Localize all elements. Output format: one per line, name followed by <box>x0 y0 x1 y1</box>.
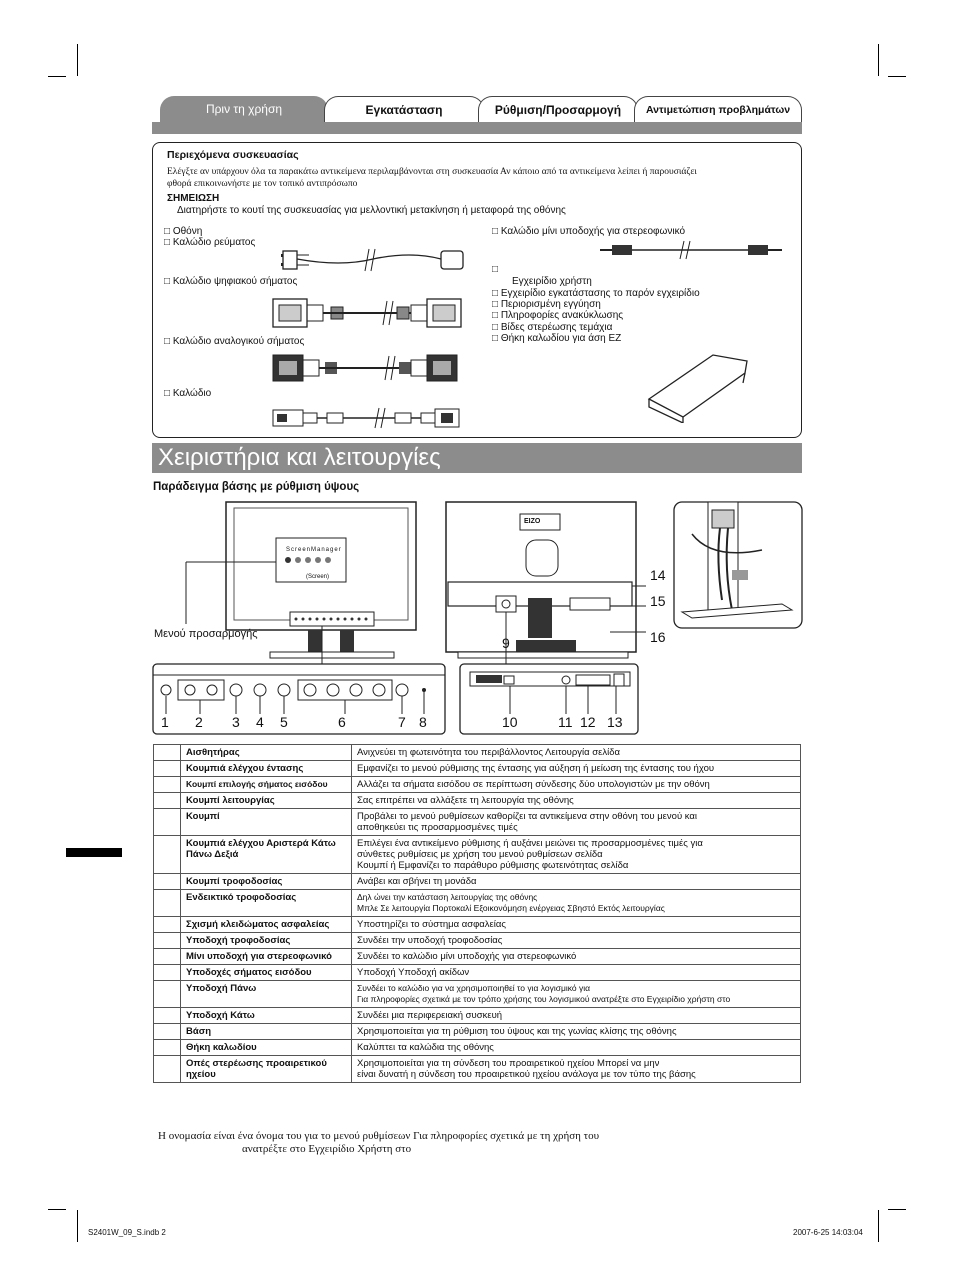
item-usb-cable: □ Καλώδιο <box>164 388 212 399</box>
note-title: ΣΗΜΕΙΩΣΗ <box>167 193 220 204</box>
row-name: Θήκη καλωδίου <box>181 1040 352 1056</box>
front-number-2: 2 <box>195 714 203 730</box>
row-description-line: Μπλε Σε λειτουργία Πορτοκαλί Εξοικονόμηση ενέργειας Σβηστό Εκτός λειτουργίας <box>357 903 665 913</box>
table-row <box>154 745 801 761</box>
stand-title: Παράδειγμα βάσης με ρύθμιση ύψους <box>153 481 360 493</box>
package-intro-1: Ελέγξτε αν υπάρχουν όλα τα παρακάτω αντικείμενα περιλαμβάνονται στη συσκευασία Αν κάποιο από τα αντικείμενα λείπει ή παρουσιάζει <box>167 167 697 177</box>
item-setup-guide: □ Εγχειρίδιο εγκατάστασης το παρόν εγχειρίδιο <box>492 288 700 299</box>
table-row <box>154 949 801 965</box>
item-screws: □ Βίδες στερέωσης τεμάχια <box>492 322 613 333</box>
row-description <box>352 965 801 981</box>
back-number-16: 16 <box>650 629 666 645</box>
back-number-15: 15 <box>650 593 666 609</box>
tab-before-use[interactable]: Πριν τη χρήση <box>160 96 328 122</box>
row-name: Υποδοχή Πάνω <box>181 981 352 1008</box>
section-title: Χειριστήρια και λειτουργίες <box>152 443 802 473</box>
table-row <box>154 777 801 793</box>
row-number-cell <box>154 949 181 965</box>
back-number-10: 10 <box>502 714 518 730</box>
row-name: Κουμπιά ελέγχου Αριστερά Κάτω Πάνω Δεξιά <box>181 836 352 874</box>
row-name: Κουμπί <box>181 809 352 836</box>
item-stereo-cable: □ Καλώδιο μίνι υποδοχής για στερεοφωνικό <box>492 226 686 237</box>
front-number-8: 8 <box>419 714 427 730</box>
item-recycling: □ Πληροφορίες ανακύκλωσης <box>492 310 624 321</box>
crop-mark <box>77 44 78 76</box>
row-description <box>352 917 801 933</box>
footer-file: S2401W_09_S.indb 2 <box>88 1228 166 1237</box>
table-row <box>154 1024 801 1040</box>
row-number-cell <box>154 1056 181 1083</box>
row-description-line: Εμφανίζει το μενού ρύθμισης της έντασης για αύξηση ή μείωση της έντασης του ήχου <box>357 763 715 774</box>
front-number-1: 1 <box>161 714 169 730</box>
row-number-cell <box>154 933 181 949</box>
menu-label: Μενού προσαρμογής <box>154 628 258 640</box>
row-number-cell <box>154 981 181 1008</box>
tab-bar <box>152 96 802 134</box>
row-number-cell <box>154 761 181 777</box>
front-number-3: 3 <box>232 714 240 730</box>
item-user-manual: Εγχειρίδιο χρήστη <box>512 276 592 287</box>
row-name: Κουμπί λειτουργίας <box>181 793 352 809</box>
crop-mark <box>878 1210 879 1242</box>
row-description-line: Ανιχνεύει τη φωτεινότητα του περιβάλλοντος Λειτουργία σελίδα <box>357 747 620 758</box>
row-name: Κουμπί τροφοδοσίας <box>181 874 352 890</box>
row-description-line: Δηλ ώνει την κατάσταση λειτουργίας της οθόνης <box>357 892 538 902</box>
row-description-line: Καλύπτει τα καλώδια της οθόνης <box>357 1042 494 1053</box>
cable-holder-illustration <box>643 343 753 423</box>
osd-subtitle: (Screen) <box>306 574 330 580</box>
row-description <box>352 761 801 777</box>
item-warranty: □ Περιορισμένη εγγύηση <box>492 299 601 310</box>
row-description-line: Υποστηρίζει το σύστημα ασφαλείας <box>357 919 506 930</box>
brand-logo: EIZO <box>524 518 541 525</box>
row-name: Ενδεικτικό τροφοδοσίας <box>181 890 352 917</box>
row-number-cell <box>154 1040 181 1056</box>
row-description <box>352 777 801 793</box>
table-row <box>154 981 801 1008</box>
front-view-illustration <box>150 500 450 740</box>
row-number-cell <box>154 1008 181 1024</box>
back-view-illustration <box>440 500 670 740</box>
row-name: Οπές στερέωσης προαιρετικού ηχείου <box>181 1056 352 1083</box>
back-number-14: 14 <box>650 567 666 583</box>
table-row <box>154 793 801 809</box>
row-description-line: Αλλάζει τα σήματα εισόδου σε περίπτωση σύνδεσης δύο υπολογιστών με την οθόνη <box>357 779 710 790</box>
row-description-line: Κουμπί ή Εμφανίζει το παράθυρο ρύθμισης φωτεινότητας σελίδα <box>357 860 629 871</box>
analog-cable-illustration <box>271 351 471 385</box>
table-row <box>154 1008 801 1024</box>
row-description <box>352 745 801 761</box>
front-number-6: 6 <box>338 714 346 730</box>
crop-mark <box>888 76 906 77</box>
front-number-5: 5 <box>280 714 288 730</box>
row-name: Κουμπί επιλογής σήματος εισόδου <box>181 777 352 793</box>
crop-mark <box>77 1210 78 1242</box>
row-number-cell <box>154 874 181 890</box>
package-intro-2: φθορά επικοινωνήστε με τον τοπικό αντιπρόσωπο <box>167 179 358 189</box>
front-number-7: 7 <box>398 714 406 730</box>
row-description-line: Επιλέγει ένα αντικείμενο ρύθμισης ή αυξάνει μειώνει τις προσαρμοσμένες τιμές για <box>357 838 703 849</box>
item-analog-cable: □ Καλώδιο αναλογικού σήματος <box>164 336 305 347</box>
row-description-line: Συνδέει την υποδοχή τροφοδοσίας <box>357 935 503 946</box>
row-description-line: Σας επιτρέπει να αλλάξετε τη λειτουργία της οθόνης <box>357 795 574 806</box>
row-description <box>352 836 801 874</box>
row-description <box>352 949 801 965</box>
row-description-line: Χρησιμοποιείται για τη σύνδεση του προαιρετικού ηχείου Μπορεί να μην <box>357 1058 660 1069</box>
row-name: Σχισμή κλειδώματος ασφαλείας <box>181 917 352 933</box>
row-number-cell <box>154 836 181 874</box>
row-description <box>352 1040 801 1056</box>
row-description-line: Συνδέει το καλώδιο μίνι υποδοχής για στερεοφωνικό <box>357 951 577 962</box>
back-number-12: 12 <box>580 714 596 730</box>
table-row <box>154 1056 801 1083</box>
row-description-line: Συνδέει το καλώδιο για να χρησιμοποιηθεί το για λογισμικό για <box>357 983 591 993</box>
row-number-cell <box>154 917 181 933</box>
stereo-cable-illustration <box>598 239 788 261</box>
row-description <box>352 890 801 917</box>
package-title: Περιεχόμενα συσκευασίας <box>167 149 299 161</box>
row-name: Υποδοχή τροφοδοσίας <box>181 933 352 949</box>
table-row <box>154 761 801 777</box>
side-marker <box>66 848 122 857</box>
crop-mark <box>888 1209 906 1210</box>
row-description <box>352 981 801 1008</box>
item-monitor: □ Οθόνη <box>164 226 203 237</box>
row-number-cell <box>154 745 181 761</box>
tab-adjustment[interactable]: Ρύθμιση/Προσαρμογή <box>478 96 638 122</box>
row-name: Υποδοχές σήματος εισόδου <box>181 965 352 981</box>
package-contents-box <box>152 142 802 438</box>
functions-table <box>153 744 801 1083</box>
crop-mark <box>48 76 66 77</box>
front-number-4: 4 <box>256 714 264 730</box>
row-description <box>352 1024 801 1040</box>
row-description <box>352 1008 801 1024</box>
row-description-line: Προβάλει το μενού ρυθμίσεων καθορίζει τα αντικείμενα στην οθόνη του μενού και <box>357 811 698 822</box>
digital-cable-illustration <box>271 293 471 333</box>
row-name: Αισθητήρας <box>181 745 352 761</box>
note-text: Διατηρήστε το κουτί της συσκευασίας για μελλοντική μετακίνηση ή μεταφορά της οθόνης <box>177 205 566 216</box>
item-cable-holder: □ Θήκη καλωδίου για άση EZ <box>492 333 622 344</box>
row-name: Μίνι υποδοχή για στερεοφωνικό <box>181 949 352 965</box>
row-description <box>352 1056 801 1083</box>
row-description <box>352 933 801 949</box>
row-description-line: Συνδέει μια περιφερειακή συσκευή <box>357 1010 503 1021</box>
row-number-cell <box>154 777 181 793</box>
table-row <box>154 890 801 917</box>
row-description-line: σύνθετες ρυθμίσεις με χρήση του μενού ρυθμίσεων σελίδα <box>357 849 603 860</box>
item-digital-cable: □ Καλώδιο ψηφιακού σήματος <box>164 276 298 287</box>
back-number-13: 13 <box>607 714 623 730</box>
row-description-line: είναι δυνατή η σύνδεση του προαιρετικού ηχείου ανάλογα με τον τύπο της βάσης <box>357 1069 696 1080</box>
row-number-cell <box>154 809 181 836</box>
item-blank: □ <box>492 264 499 275</box>
osd-title: ScreenManager <box>286 547 342 553</box>
side-view-illustration <box>672 500 804 630</box>
row-description <box>352 874 801 890</box>
crop-mark <box>48 1209 66 1210</box>
row-name: Βάση <box>181 1024 352 1040</box>
crop-mark <box>878 44 879 76</box>
row-description <box>352 793 801 809</box>
power-cable-illustration <box>281 243 471 277</box>
item-power-cable: □ Καλώδιο ρεύματος <box>164 237 256 248</box>
row-number-cell <box>154 793 181 809</box>
row-description-line: Χρησιμοποιείται για τη ρύθμιση του ύψους και της γωνίας κλίσης της οθόνης <box>357 1026 677 1037</box>
row-description-line: Ανάβει και σβήνει τη μονάδα <box>357 876 477 887</box>
row-description-line: Υποδοχή Υποδοχή ακίδων <box>357 967 470 978</box>
table-row <box>154 933 801 949</box>
row-number-cell <box>154 965 181 981</box>
row-name: Υποδοχή Κάτω <box>181 1008 352 1024</box>
table-row <box>154 917 801 933</box>
row-description-line: αποθηκεύει τις προσαρμοσμένες τιμές <box>357 822 518 833</box>
footer-date: 2007-6-25 14:03:04 <box>793 1228 863 1237</box>
row-number-cell <box>154 1024 181 1040</box>
back-number-9: 9 <box>502 635 510 651</box>
table-row <box>154 965 801 981</box>
footnote-1: Η ονομασία είναι ένα όνομα του για το μενού ρυθμίσεων Για πληροφορίες σχετικά με τη χρήση του <box>158 1130 600 1142</box>
row-description <box>352 809 801 836</box>
table-row <box>154 1040 801 1056</box>
usb-cable-illustration <box>271 405 471 431</box>
row-name: Κουμπιά ελέγχου έντασης <box>181 761 352 777</box>
row-description-line: Για πληροφορίες σχετικά με τον τρόπο χρήσης του λογισμικού ανατρέξτε στο Εγχειρίδιο χρήστη στο <box>357 994 731 1004</box>
table-row <box>154 874 801 890</box>
back-number-11: 11 <box>558 714 573 730</box>
tab-base <box>152 122 802 134</box>
tab-installation[interactable]: Εγκατάσταση <box>324 96 484 122</box>
footnote-2: ανατρέξτε στο Εγχειρίδιο Χρήστη στο <box>242 1143 412 1155</box>
tab-troubleshooting[interactable]: Αντιμετώπιση προβλημάτων <box>634 96 802 122</box>
row-number-cell <box>154 890 181 917</box>
table-row <box>154 836 801 874</box>
table-row <box>154 809 801 836</box>
